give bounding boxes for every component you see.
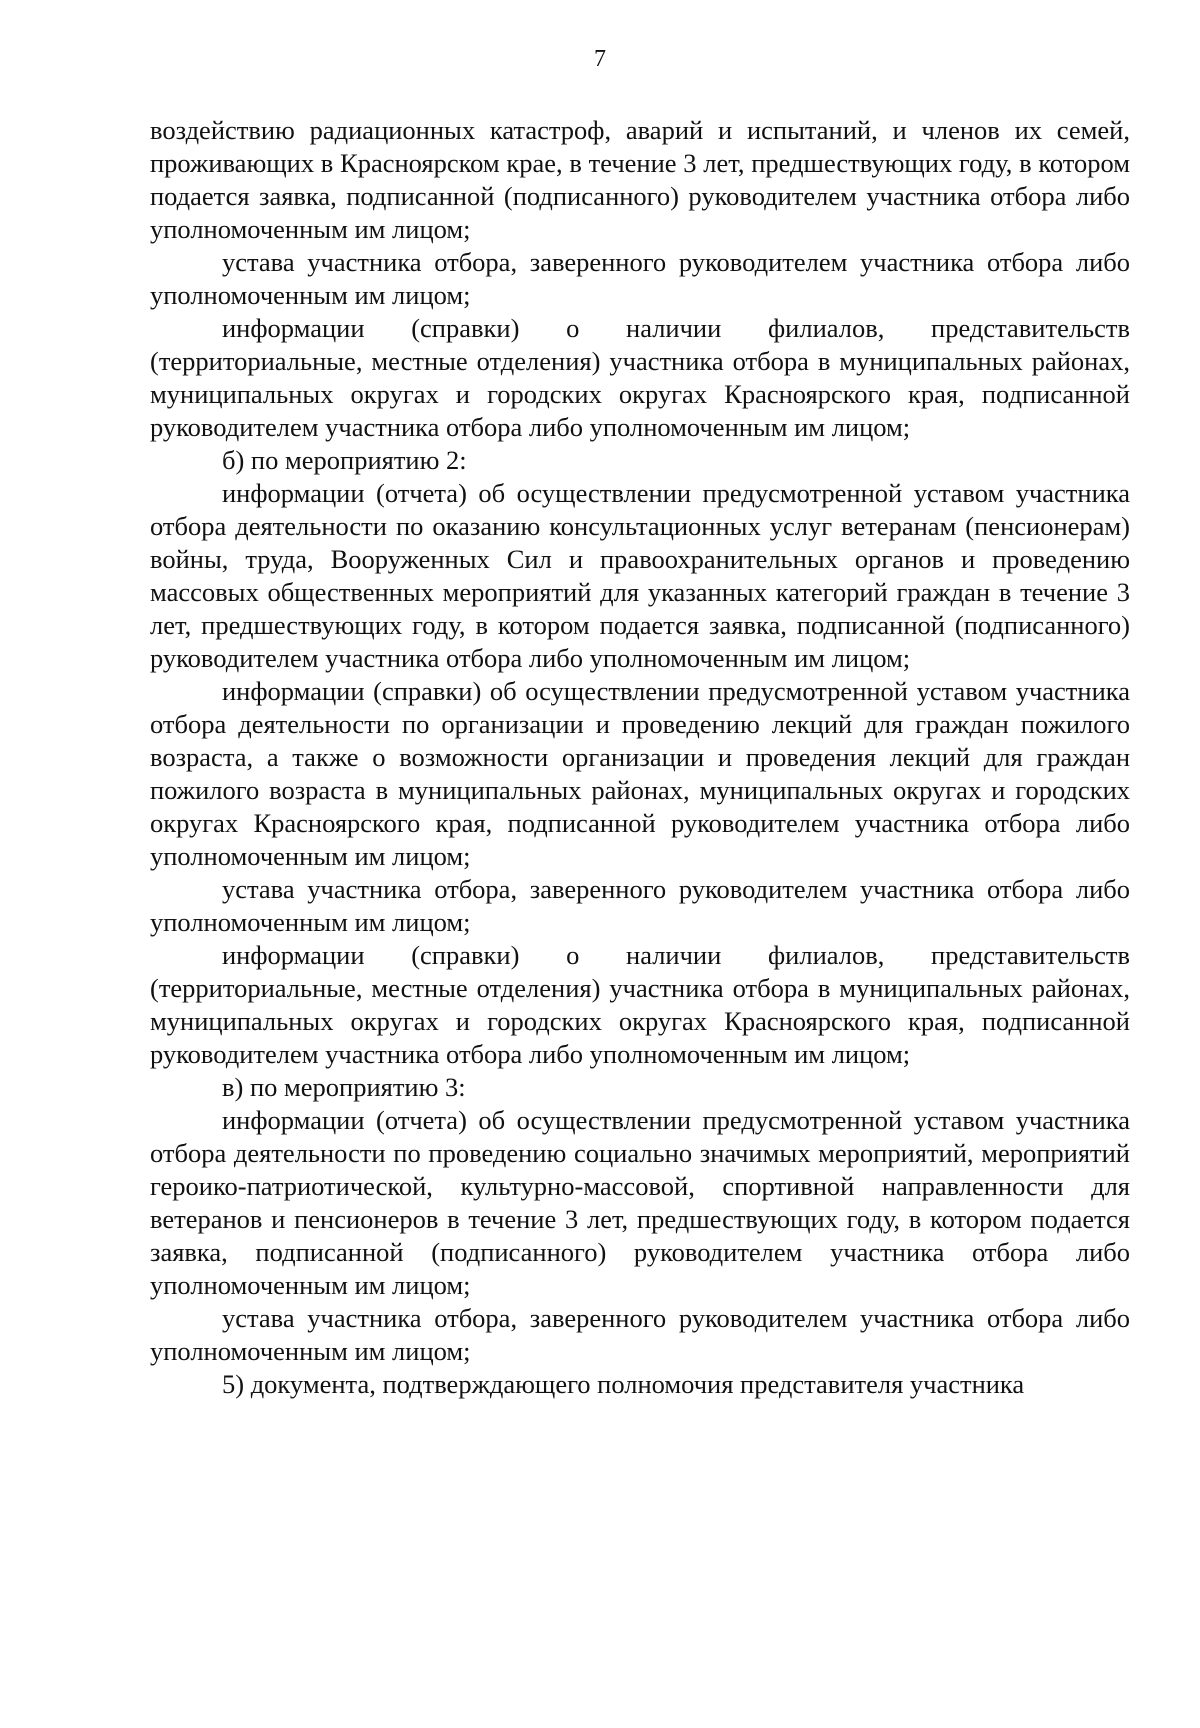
paragraph: информации (справки) об осуществлении предусмотренной уставом участника отбора деятельности по организации и проведению лекций для граждан пожилого возраста, а также о возможности организации и проведения лекций для граждан пожилого возраста в муниципальных районах, муниципальных округах и городских округах Красноярского края, подписанной руководителем участника отбора либо уполномоченным им лицом; (150, 676, 1130, 871)
subsection-heading: в) по мероприятию 3: (222, 1072, 466, 1102)
document-body (150, 114, 1130, 1401)
paragraph-continuation: воздействию радиационных катастроф, аварий и испытаний, и членов их семей, проживающих в Красноярском крае, в течение 3 лет, предшествующих году, в котором подается заявка, подписанной (подписанного) руководителем участника отбора либо уполномоченным им лицом; (150, 115, 1130, 244)
page-number: 7 (594, 46, 606, 72)
paragraph: информации (отчета) об осуществлении предусмотренной уставом участника отбора деятельности по проведению социально значимых мероприятий, мероприятий героико-патриотической, культурно-массовой, спортивной направленности для ветеранов и пенсионеров в течение 3 лет, предшествующих году, в котором подается заявка, подписанной (подписанного) руководителем участника отбора либо уполномоченным им лицом; (150, 1105, 1130, 1300)
paragraph: устава участника отбора, заверенного руководителем участника отбора либо уполномоченным им лицом; (150, 247, 1130, 310)
paragraph: информации (справки) о наличии филиалов, представительств (территориальные, местные отделения) участника отбора в муниципальных районах, муниципальных округах и городских округах Красноярского края, подписанной руководителем участника отбора либо уполномоченным им лицом; (150, 940, 1130, 1069)
paragraph: информации (справки) о наличии филиалов, представительств (территориальные, местные отделения) участника отбора в муниципальных районах, муниципальных округах и городских округах Красноярского края, подписанной руководителем участника отбора либо уполномоченным им лицом; (150, 313, 1130, 442)
paragraph: информации (отчета) об осуществлении предусмотренной уставом участника отбора деятельности по оказанию консультационных услуг ветеранам (пенсионерам) войны, труда, Вооруженных Сил и правоохранительных органов и проведению массовых общественных мероприятий для указанных категорий граждан в течение 3 лет, предшествующих году, в котором подается заявка, подписанной (подписанного) руководителем участника отбора либо уполномоченным им лицом; (150, 478, 1130, 673)
paragraph: 5) документа, подтверждающего полномочия представителя участника (222, 1369, 1025, 1399)
paragraph: устава участника отбора, заверенного руководителем участника отбора либо уполномоченным им лицом; (150, 1303, 1130, 1366)
subsection-heading: б) по мероприятию 2: (222, 445, 467, 475)
paragraph: устава участника отбора, заверенного руководителем участника отбора либо уполномоченным им лицом; (150, 874, 1130, 937)
